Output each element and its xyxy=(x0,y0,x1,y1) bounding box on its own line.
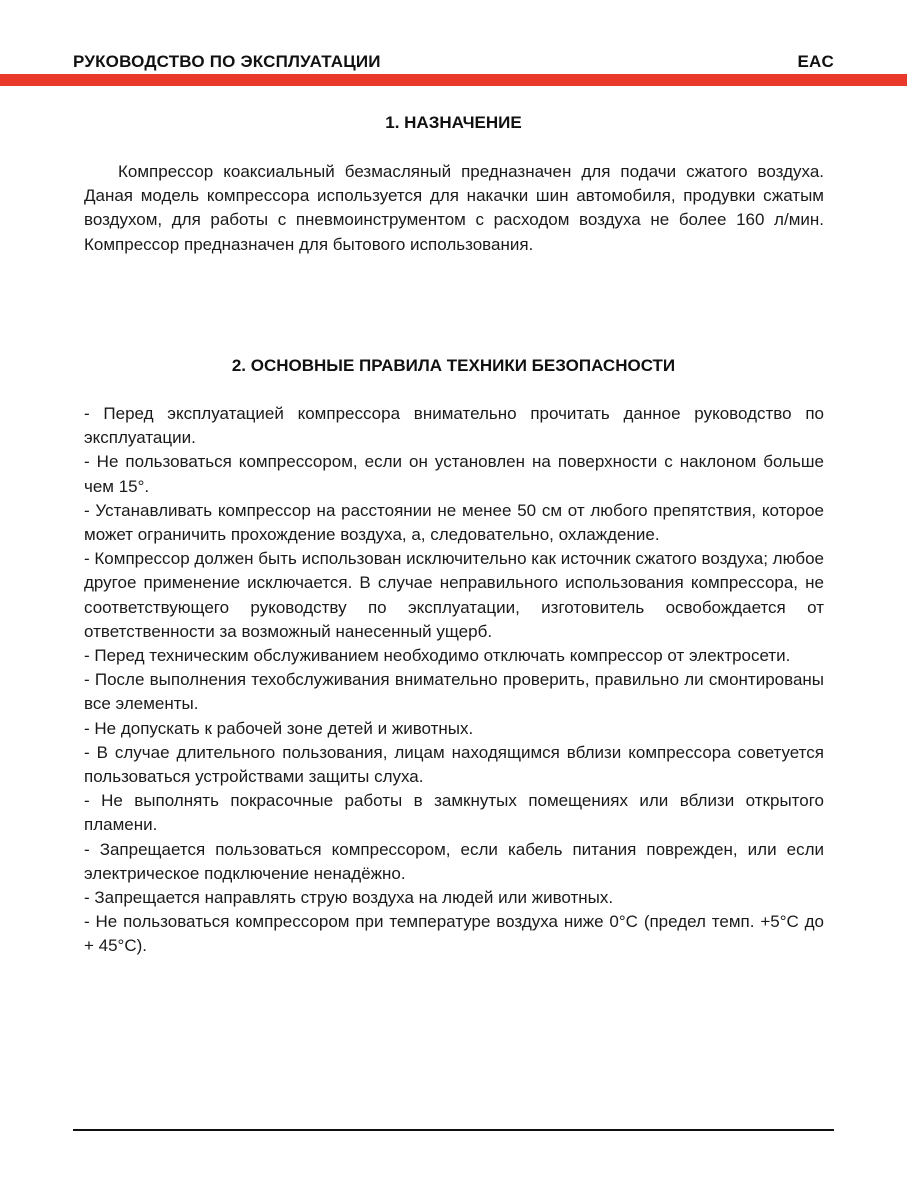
list-item: - Компрессор должен быть использован исключительно как источник сжатого воздуха; любое другое применение исключается. В случае неправильного использования компрессора, не соответствующего руководству по эксплуатации, изготовитель освобождается от ответственности за возможный нанесенный ущерб. xyxy=(84,549,824,641)
section-1-text: Компрессор коаксиальный безмасляный предназначен для подачи сжатого воздуха. Даная модель компрессора используется для накачки шин автомобиля, продувки сжатым воздухом, для работы с пневмоинструментом с расходом воздуха не более 160 л/мин. Компрессор предназначен для бытового использования. xyxy=(84,162,824,254)
list-item: - Запрещается направлять струю воздуха на людей или животных. xyxy=(84,888,614,908)
list-item: - Не пользоваться компрессором при температуре воздуха ниже 0°С (предел темп. +5°С до + 45°С). xyxy=(84,912,824,956)
page-header xyxy=(73,48,834,72)
list-item: - Не допускать к рабочей зоне детей и животных. xyxy=(84,718,474,738)
list-item: - Перед техническим обслуживанием необходимо отключать компрессор от электросети. xyxy=(84,646,791,666)
list-item: - Не выполнять покрасочные работы в замкнутых помещениях или вблизи открытого пламени. xyxy=(84,791,824,835)
list-item: - Запрещается пользоваться компрессором, если кабель питания поврежден, или если электрическое подключение ненадёжно. xyxy=(84,839,824,883)
footer-divider xyxy=(73,1129,834,1131)
header-accent-bar xyxy=(0,74,907,86)
list-item: - Устанавливать компрессор на расстоянии не менее 50 см от любого препятствия, которое может ограничить прохождение воздуха, а, следовательно, охлаждение. xyxy=(84,500,824,545)
section-2-heading: 2. ОСНОВНЫЕ ПРАВИЛА ТЕХНИКИ БЕЗОПАСНОСТИ xyxy=(231,356,676,375)
eac-mark: EAC xyxy=(797,52,834,71)
list-item: - В случае длительного пользования, лицам находящимся вблизи компрессора советуется пользоваться устройствами защиты слуха. xyxy=(84,742,824,787)
section-1-heading: 1. НАЗНАЧЕНИЕ xyxy=(385,113,522,132)
header-title: РУКОВОДСТВО ПО ЭКСПЛУАТАЦИИ xyxy=(73,52,381,71)
list-item: - После выполнения техобслуживания внимательно проверить, правильно ли смонтированы все элементы. xyxy=(84,670,824,714)
list-item: - Перед эксплуатацией компрессора внимательно прочитать данное руководство по эксплуатации. xyxy=(84,404,824,448)
list-item: - Не пользоваться компрессором, если он установлен на поверхности с наклоном больше чем 15°. xyxy=(84,452,824,496)
safety-rules-list xyxy=(84,402,824,959)
